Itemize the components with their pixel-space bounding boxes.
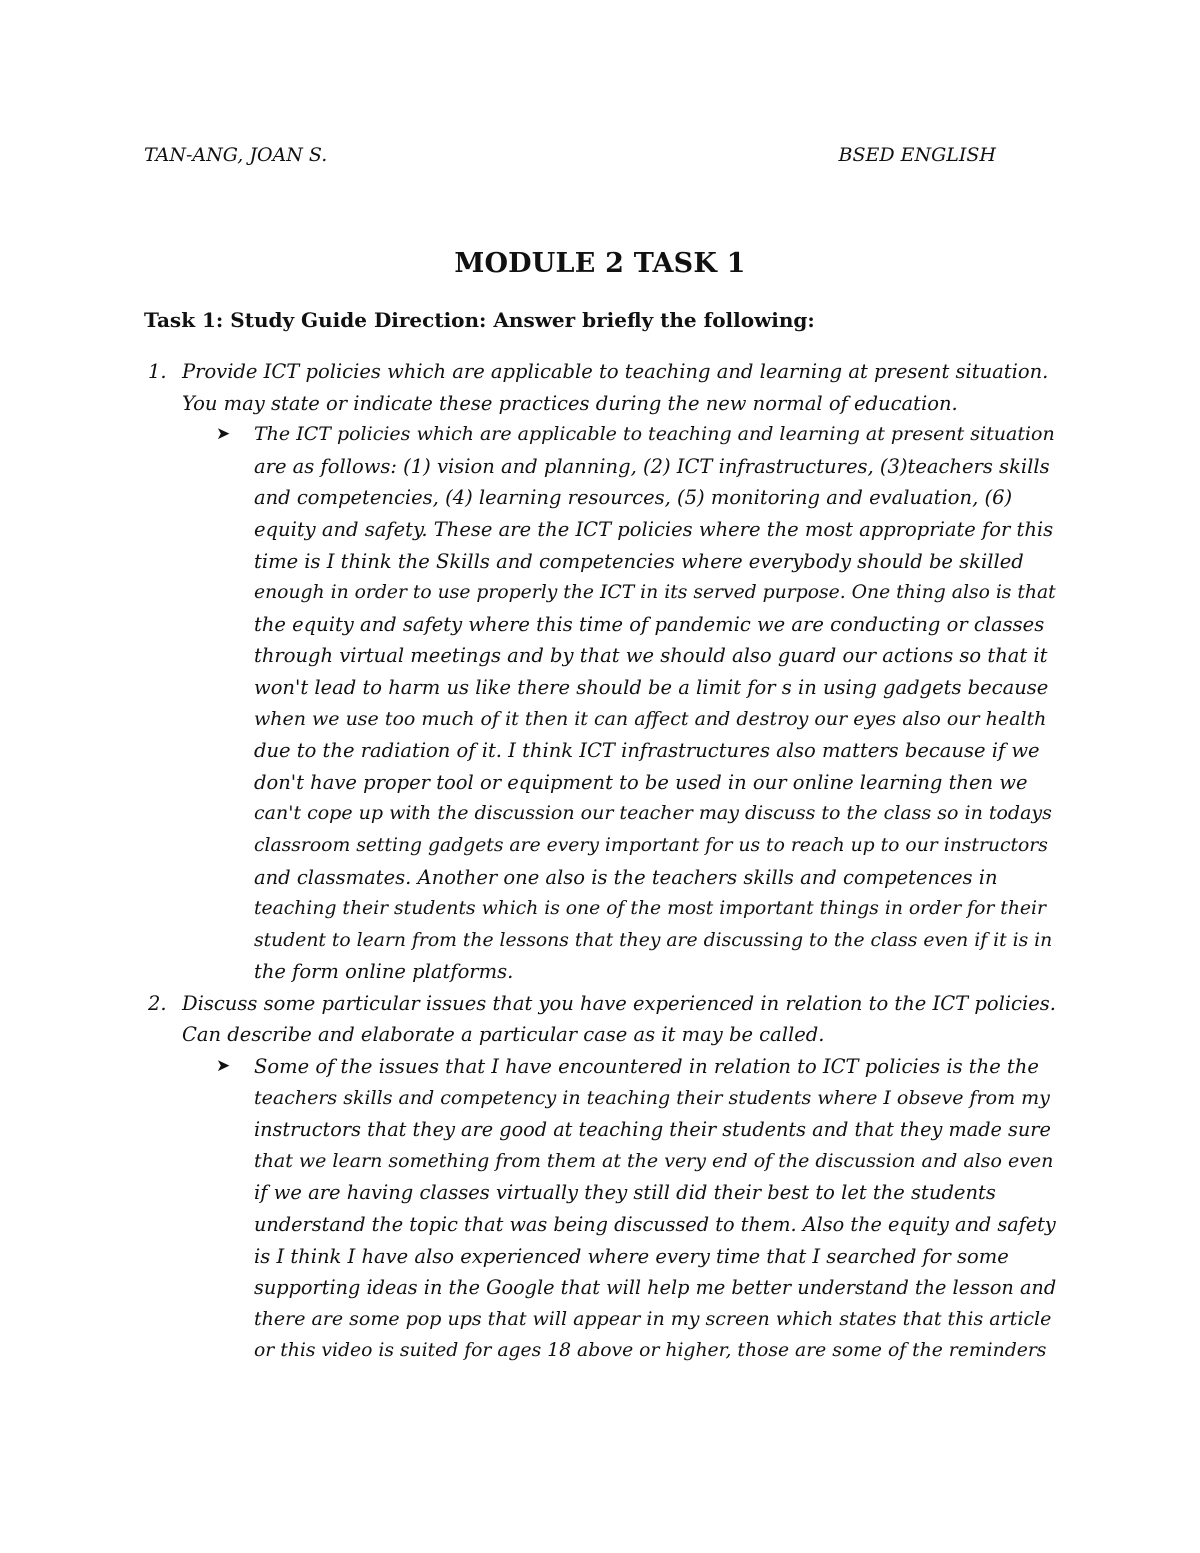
arrow-bullet-icon: ➤ (216, 424, 231, 445)
answer-line: classroom setting gadgets are every important for us to reach up to our instructors (254, 834, 1048, 856)
answer-line: don't have proper tool or equipment to be used in our online learning then we (254, 770, 1028, 794)
answer-line: can't cope up with the discussion our teacher may discuss to the class so in todays (254, 802, 1052, 825)
answer-line: teaching their students which is one of the most important things in order for their (254, 898, 1046, 920)
answer-line: if we are having classes virtually they still did their best to let the students (254, 1181, 996, 1205)
answer-line: teachers skills and competency in teaching their students where I obseve from my (254, 1086, 1050, 1109)
answer-block-1 (144, 419, 1064, 988)
answer-line: the form online platforms. (254, 960, 514, 984)
answer-line: are as follows: (1) vision and planning, (2) ICT infrastructures, (3)teachers skills (254, 454, 1050, 478)
student-course: BSED ENGLISH (838, 144, 996, 166)
arrow-bullet-icon: ➤ (216, 1056, 231, 1077)
answer-line: and competencies, (4) learning resources, (5) monitoring and evaluation, (6) (254, 486, 1013, 510)
student-name: TAN-ANG, JOAN S. (144, 144, 328, 166)
task-directions: Task 1: Study Guide Direction: Answer briefly the following: (144, 308, 815, 332)
answer-line: equity and safety. These are the ICT policies where the most appropriate for this (254, 517, 1054, 541)
answer-line: The ICT policies which are applicable to teaching and learning at present situation (254, 423, 1055, 446)
answer-line: there are some pop ups that will appear in my screen which states that this article (254, 1307, 1052, 1330)
answer-line: Some of the issues that I have encountered in relation to ICT policies is the the (254, 1055, 1039, 1079)
question-number: 2. (148, 991, 167, 1015)
question-line: You may state or indicate these practices during the new normal of education. (182, 391, 958, 415)
question-item-1 (144, 356, 1064, 419)
answer-line: understand the topic that was being discussed to them. Also the equity and safety (254, 1213, 1056, 1237)
answer-line: time is I think the Skills and competencies where everybody should be skilled (254, 549, 1024, 573)
question-item-2 (144, 988, 1064, 1051)
document-header (144, 144, 1000, 174)
question-line: Discuss some particular issues that you have experienced in relation to the ICT policies. (182, 991, 1056, 1015)
answer-line: student to learn from the lessons that they are discussing to the class even if it is in (254, 929, 1053, 951)
answer-line: through virtual meetings and by that we should also guard our actions so that it (254, 644, 1048, 668)
questions-list (144, 356, 1064, 1367)
answer-line: or this video is suited for ages 18 above or higher, those are some of the reminders (254, 1340, 1047, 1362)
answer-line: instructors that they are good at teaching their students and that they made sure (254, 1118, 1051, 1142)
answer-line: when we use too much of it then it can affect and destroy our eyes also our health (254, 707, 1047, 730)
answer-line: the equity and safety where this time of pandemic we are conducting or classes (254, 612, 1045, 636)
question-line: Provide ICT policies which are applicable to teaching and learning at present situation. (182, 360, 1049, 383)
question-number: 1. (148, 360, 167, 383)
answer-line: is I think I have also experienced where every time that I searched for some (254, 1244, 1009, 1268)
answer-block-2 (144, 1051, 1064, 1367)
page-title: MODULE 2 TASK 1 (454, 248, 746, 279)
question-line: Can describe and elaborate a particular case as it may be called. (182, 1023, 825, 1047)
answer-line: supporting ideas in the Google that will help me better understand the lesson and (254, 1276, 1057, 1300)
answer-line: and classmates. Another one also is the teachers skills and competences in (254, 865, 998, 889)
answer-line: that we learn something from them at the very end of the discussion and also even (254, 1149, 1054, 1172)
answer-line: due to the radiation of it. I think ICT infrastructures also matters because if we (254, 739, 1040, 763)
answer-line: won't lead to harm us like there should be a limit for s in using gadgets because (254, 675, 1049, 699)
answer-line: enough in order to use properly the ICT in its served purpose. One thing also is that (254, 582, 1056, 604)
